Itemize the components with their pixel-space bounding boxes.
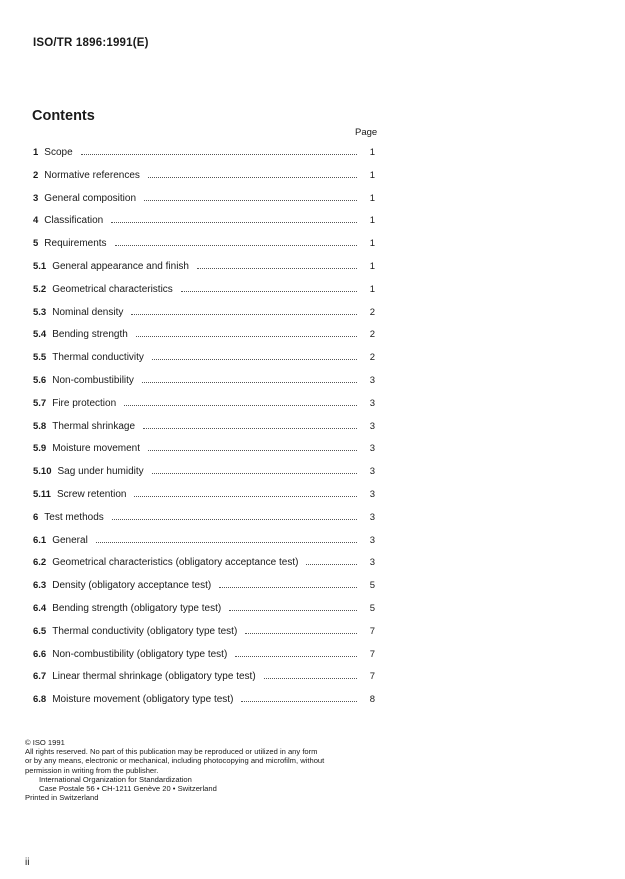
toc-entry-page: 7 xyxy=(369,625,375,637)
rights-line: or by any means, electronic or mechanical, including photocopying and microfilm, without xyxy=(25,756,325,766)
toc-entry-page: 3 xyxy=(369,489,375,500)
toc-leader-dots xyxy=(134,495,357,497)
organization-name: International Organization for Standardization xyxy=(39,774,192,784)
toc-leader-dots xyxy=(81,153,357,155)
toc-entry-page: 3 xyxy=(369,534,375,546)
toc-entry-title: Scope xyxy=(44,147,73,158)
toc-entry[interactable] xyxy=(33,646,375,660)
toc-entry-page: 3 xyxy=(369,420,375,432)
toc-entry[interactable] xyxy=(33,326,375,340)
toc-entry-title: Geometrical characteristics (obligatory acceptance test) xyxy=(52,557,299,569)
rights-line: permission in writing from the publisher. xyxy=(25,765,159,775)
toc-entry-number: 6.1 xyxy=(33,534,47,546)
toc-entry[interactable] xyxy=(33,418,375,432)
toc-entry-number: 6.5 xyxy=(33,625,47,637)
toc-entry[interactable] xyxy=(33,372,375,386)
toc-entry-title: Screw retention xyxy=(56,489,127,500)
toc-entry-number: 5.10 xyxy=(33,466,52,478)
toc-entry-number: 6.3 xyxy=(33,580,47,592)
toc-entry-number: 6.6 xyxy=(33,648,47,660)
toc-entry[interactable] xyxy=(33,532,375,546)
toc-entry[interactable] xyxy=(33,258,375,272)
toc-entry-number: 6.8 xyxy=(33,694,47,706)
toc-leader-dots xyxy=(96,541,357,543)
document-id: ISO/TR 1896:1991(E) xyxy=(33,37,149,49)
toc-leader-dots xyxy=(136,335,357,337)
toc-entry[interactable] xyxy=(33,349,375,363)
toc-entry-page: 7 xyxy=(369,648,375,660)
toc-entry[interactable] xyxy=(33,463,375,477)
toc-leader-dots xyxy=(148,449,357,451)
toc-entry[interactable] xyxy=(33,304,375,318)
toc-entry-title: Fire protection xyxy=(52,397,117,409)
toc-entry-page: 5 xyxy=(369,603,375,614)
toc-entry[interactable] xyxy=(33,668,375,682)
toc-entry[interactable] xyxy=(33,600,375,614)
toc-entry-page: 2 xyxy=(369,329,375,341)
toc-entry-number: 6.2 xyxy=(33,557,47,569)
toc-leader-dots xyxy=(152,472,357,474)
toc-entry-page: 2 xyxy=(369,306,375,318)
toc-entry-page: 3 xyxy=(369,443,375,455)
toc-entry[interactable] xyxy=(33,395,375,409)
toc-entry[interactable] xyxy=(33,691,375,705)
toc-entry-page: 1 xyxy=(369,192,375,204)
toc-entry-page: 3 xyxy=(369,511,375,523)
toc-entry-number: 5.2 xyxy=(33,283,47,295)
toc-entry-title: Bending strength (obligatory type test) xyxy=(52,603,222,614)
toc-entry-title: Moisture movement xyxy=(52,443,141,455)
toc-entry-number: 5.8 xyxy=(33,420,47,432)
toc-leader-dots xyxy=(197,267,357,269)
toc-entry-number: 5 xyxy=(33,238,39,250)
toc-entry-title: Non-combustibility xyxy=(52,375,134,386)
toc-leader-dots xyxy=(152,358,357,360)
toc-entry-title: Nominal density xyxy=(52,306,124,318)
toc-entry-page: 2 xyxy=(369,352,375,364)
organization-address: Case Postale 56 • CH-1211 Genève 20 • Switzerland xyxy=(39,784,217,794)
toc-leader-dots xyxy=(111,221,357,223)
toc-entry-number: 5.6 xyxy=(33,375,47,386)
toc-entry-number: 1 xyxy=(33,147,39,158)
toc-entry-title: General composition xyxy=(44,192,137,204)
copyright-line: © ISO 1991 xyxy=(25,738,65,747)
toc-entry-number: 6.7 xyxy=(33,671,47,683)
toc-leader-dots xyxy=(235,655,357,657)
toc-entry-title: Requirements xyxy=(44,238,107,250)
toc-entry-number: 5.7 xyxy=(33,397,47,409)
toc-entry-page: 8 xyxy=(369,694,375,706)
toc-entry[interactable] xyxy=(33,486,375,500)
toc-entry[interactable] xyxy=(33,623,375,637)
toc-leader-dots xyxy=(131,313,357,315)
toc-leader-dots xyxy=(181,290,357,292)
toc-entry[interactable] xyxy=(33,167,375,181)
toc-entry-page: 7 xyxy=(369,671,375,683)
toc-entry-number: 2 xyxy=(33,169,39,181)
page-number: ii xyxy=(25,857,30,868)
toc-entry-title: General xyxy=(52,534,88,546)
toc-entry-page: 5 xyxy=(369,580,375,592)
toc-entry-page: 1 xyxy=(369,238,375,250)
toc-entry-title: Thermal conductivity xyxy=(52,352,144,364)
toc-entry-number: 5.9 xyxy=(33,443,47,455)
toc-entry-number: 5.5 xyxy=(33,352,47,364)
toc-entry-number: 5.11 xyxy=(33,489,51,500)
printed-in: Printed in Switzerland xyxy=(25,793,99,803)
toc-entry-number: 5.4 xyxy=(33,329,47,341)
toc-entry-page: 3 xyxy=(369,466,375,478)
rights-line: All rights reserved. No part of this publication may be reproduced or utilized in any form xyxy=(25,747,318,757)
toc-leader-dots xyxy=(241,700,357,702)
toc-entry[interactable] xyxy=(33,190,375,204)
toc-leader-dots xyxy=(264,677,357,679)
toc-entry-number: 6 xyxy=(33,511,39,523)
toc-entry-title: Normative references xyxy=(44,169,140,181)
toc-entry-title: Linear thermal shrinkage (obligatory type test) xyxy=(52,671,256,683)
toc-entry-title: Geometrical characteristics xyxy=(52,283,173,295)
toc-entry-title: General appearance and finish xyxy=(52,261,189,272)
toc-entry-title: Thermal conductivity (obligatory type test) xyxy=(52,625,238,637)
toc-entry-page: 3 xyxy=(369,375,375,386)
toc-entry-title: Density (obligatory acceptance test) xyxy=(52,580,212,592)
toc-entry-title: Bending strength xyxy=(52,329,128,341)
toc-leader-dots xyxy=(112,518,357,520)
toc-entry-page: 3 xyxy=(369,557,375,569)
toc-entry[interactable] xyxy=(33,212,375,226)
toc-entry[interactable] xyxy=(33,554,375,568)
toc-leader-dots xyxy=(229,609,357,611)
toc-entry[interactable] xyxy=(33,509,375,523)
toc-entry-number: 3 xyxy=(33,192,39,204)
toc-entry-page: 1 xyxy=(369,147,375,158)
toc-leader-dots xyxy=(142,381,357,383)
toc-entry[interactable] xyxy=(33,281,375,295)
toc-entry[interactable] xyxy=(33,577,375,591)
toc-entry[interactable] xyxy=(33,235,375,249)
toc-entry[interactable] xyxy=(33,144,375,158)
toc-entry-number: 5.3 xyxy=(33,306,47,318)
toc-entry[interactable] xyxy=(33,440,375,454)
toc-entry-title: Non-combustibility (obligatory type test) xyxy=(52,648,228,660)
toc-leader-dots xyxy=(115,244,357,246)
toc-leader-dots xyxy=(219,586,357,588)
toc-leader-dots xyxy=(143,427,357,429)
toc-entry-page: 1 xyxy=(369,283,375,295)
toc-entry-page: 1 xyxy=(369,169,375,181)
toc-leader-dots xyxy=(144,199,357,201)
toc-entry-title: Thermal shrinkage xyxy=(52,420,136,432)
toc-entry-number: 6.4 xyxy=(33,603,47,614)
copyright-notice xyxy=(25,738,385,802)
toc-entry-number: 4 xyxy=(33,215,39,227)
toc-entry-number: 5.1 xyxy=(33,261,47,272)
toc-leader-dots xyxy=(306,563,357,565)
toc-entry-page: 1 xyxy=(369,215,375,227)
page-column-label: Page xyxy=(355,127,378,138)
toc-entry-title: Classification xyxy=(44,215,104,227)
toc-leader-dots xyxy=(245,632,357,634)
toc-entry-title: Sag under humidity xyxy=(57,466,144,478)
toc-entry-page: 1 xyxy=(369,261,375,272)
toc-leader-dots xyxy=(148,176,357,178)
toc-leader-dots xyxy=(124,404,357,406)
contents-heading: Contents xyxy=(32,108,95,124)
toc-entry-title: Moisture movement (obligatory type test) xyxy=(52,694,234,706)
toc-entry-title: Test methods xyxy=(44,511,104,523)
toc-entry-page: 3 xyxy=(369,397,375,409)
